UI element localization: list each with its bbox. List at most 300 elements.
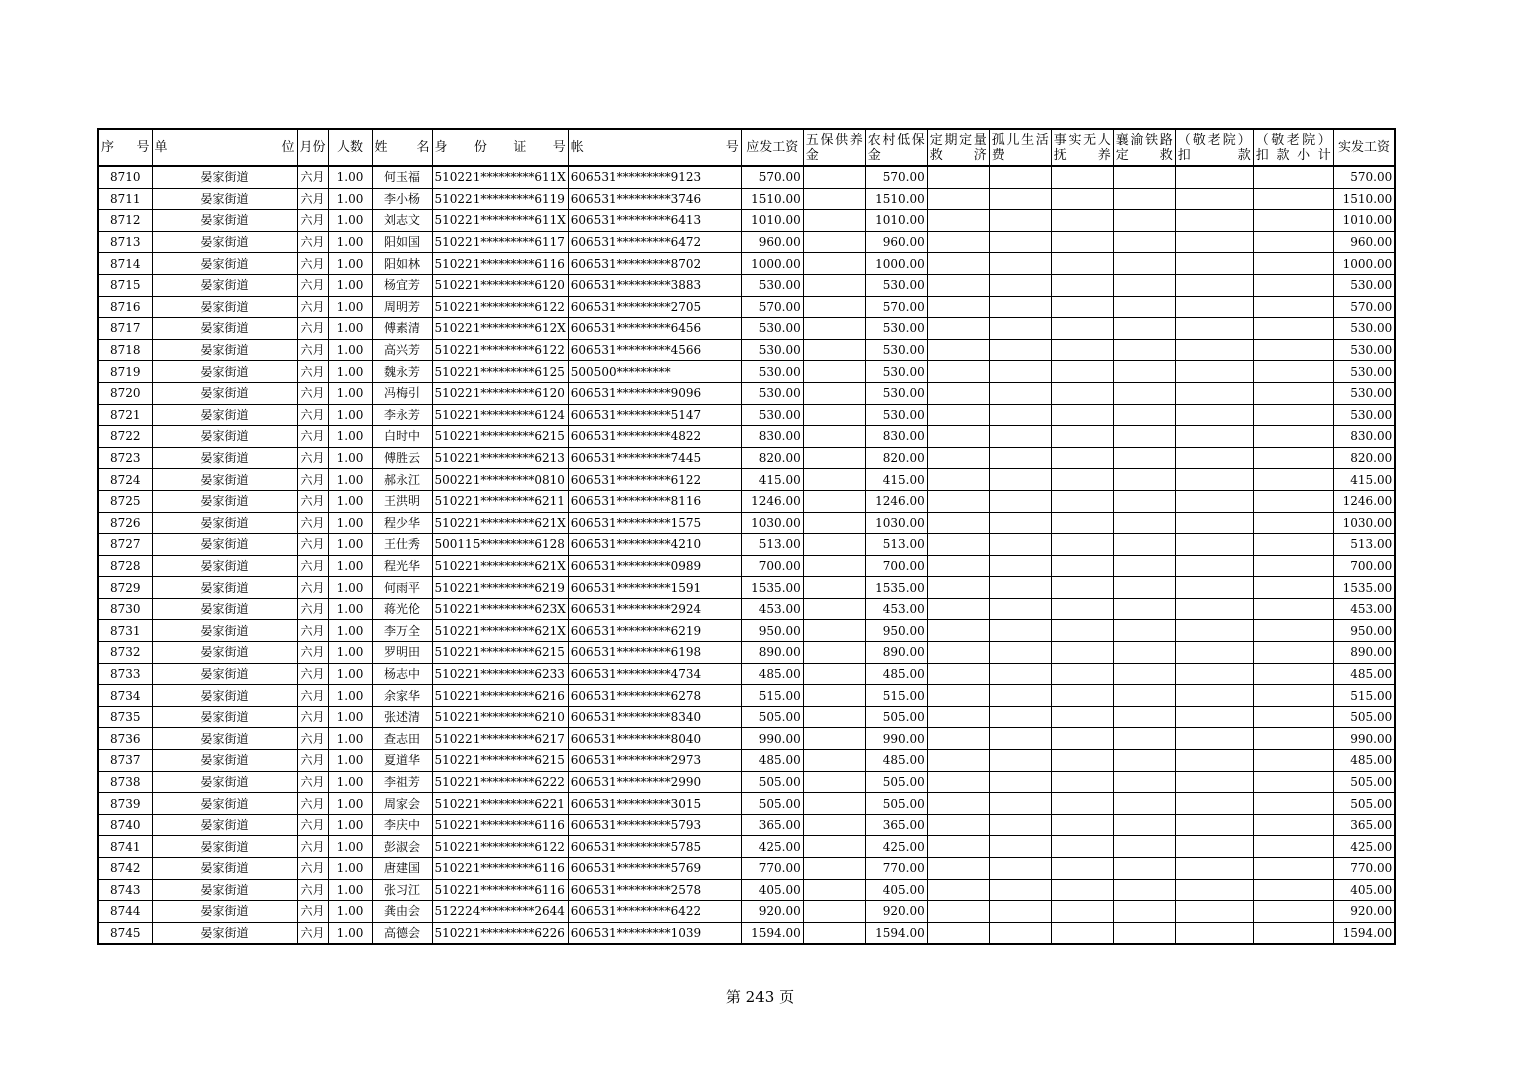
col-header-gross: 应发工资 xyxy=(741,129,803,166)
cell-dibao: 570.00 xyxy=(865,166,927,188)
cell-name: 程少华 xyxy=(372,512,432,534)
cell-dibao: 485.00 xyxy=(865,750,927,772)
cell-jlyk xyxy=(1175,577,1253,599)
cell-unit: 晏家街道 xyxy=(152,642,297,664)
cell-month: 六月 xyxy=(297,469,328,491)
cell-shishi xyxy=(1051,901,1113,923)
cell-net: 453.00 xyxy=(1333,598,1395,620)
cell-xiangyu xyxy=(1113,836,1175,858)
cell-wubao xyxy=(803,706,865,728)
cell-xiangyu xyxy=(1113,771,1175,793)
cell-jlyk xyxy=(1175,771,1253,793)
cell-account: 606531*********2924 xyxy=(568,598,741,620)
cell-month: 六月 xyxy=(297,642,328,664)
cell-net: 365.00 xyxy=(1333,814,1395,836)
cell-dingliang xyxy=(927,728,989,750)
cell-unit: 晏家街道 xyxy=(152,858,297,880)
cell-count: 1.00 xyxy=(328,663,372,685)
cell-count: 1.00 xyxy=(328,166,372,188)
cell-dibao: 405.00 xyxy=(865,879,927,901)
cell-xiangyu xyxy=(1113,210,1175,232)
cell-gross: 820.00 xyxy=(741,447,803,469)
cell-jlyxj xyxy=(1253,166,1333,188)
cell-count: 1.00 xyxy=(328,188,372,210)
cell-seq: 8743 xyxy=(98,879,152,901)
cell-month: 六月 xyxy=(297,274,328,296)
cell-xiangyu xyxy=(1113,382,1175,404)
cell-wubao xyxy=(803,490,865,512)
cell-net: 700.00 xyxy=(1333,555,1395,577)
cell-account: 606531*********6472 xyxy=(568,231,741,253)
cell-id: 510221*********611X xyxy=(432,210,568,232)
cell-wubao xyxy=(803,274,865,296)
cell-wubao xyxy=(803,685,865,707)
cell-gross: 890.00 xyxy=(741,642,803,664)
cell-guer xyxy=(989,361,1051,383)
cell-gross: 1030.00 xyxy=(741,512,803,534)
cell-seq: 8745 xyxy=(98,922,152,944)
cell-seq: 8732 xyxy=(98,642,152,664)
cell-name: 杨宜芳 xyxy=(372,274,432,296)
cell-jlyk xyxy=(1175,879,1253,901)
cell-dibao: 820.00 xyxy=(865,447,927,469)
cell-guer xyxy=(989,685,1051,707)
cell-month: 六月 xyxy=(297,598,328,620)
cell-shishi xyxy=(1051,296,1113,318)
cell-net: 425.00 xyxy=(1333,836,1395,858)
cell-jlyk xyxy=(1175,361,1253,383)
cell-count: 1.00 xyxy=(328,793,372,815)
cell-month: 六月 xyxy=(297,901,328,923)
cell-seq: 8738 xyxy=(98,771,152,793)
cell-account: 606531*********3015 xyxy=(568,793,741,815)
cell-dibao: 1010.00 xyxy=(865,210,927,232)
cell-jlyxj xyxy=(1253,922,1333,944)
cell-unit: 晏家街道 xyxy=(152,685,297,707)
cell-unit: 晏家街道 xyxy=(152,253,297,275)
cell-account: 606531*********8116 xyxy=(568,490,741,512)
cell-month: 六月 xyxy=(297,512,328,534)
cell-net: 415.00 xyxy=(1333,469,1395,491)
cell-gross: 1010.00 xyxy=(741,210,803,232)
cell-count: 1.00 xyxy=(328,404,372,426)
cell-xiangyu xyxy=(1113,793,1175,815)
cell-dingliang xyxy=(927,706,989,728)
cell-jlyk xyxy=(1175,620,1253,642)
cell-id: 510221*********6117 xyxy=(432,231,568,253)
cell-id: 510221*********6226 xyxy=(432,922,568,944)
cell-id: 510221*********6233 xyxy=(432,663,568,685)
cell-month: 六月 xyxy=(297,339,328,361)
cell-jlyxj xyxy=(1253,447,1333,469)
cell-jlyk xyxy=(1175,318,1253,340)
cell-name: 张述清 xyxy=(372,706,432,728)
cell-dingliang xyxy=(927,447,989,469)
cell-jlyk xyxy=(1175,836,1253,858)
cell-unit: 晏家街道 xyxy=(152,922,297,944)
cell-seq: 8713 xyxy=(98,231,152,253)
cell-guer xyxy=(989,642,1051,664)
cell-count: 1.00 xyxy=(328,922,372,944)
cell-unit: 晏家街道 xyxy=(152,166,297,188)
cell-shishi xyxy=(1051,836,1113,858)
table-row xyxy=(98,577,1395,599)
table-row xyxy=(98,836,1395,858)
cell-id: 510221*********6119 xyxy=(432,188,568,210)
col-header-guer: 孤儿生活费 xyxy=(989,129,1051,166)
cell-seq: 8730 xyxy=(98,598,152,620)
table-row xyxy=(98,901,1395,923)
cell-net: 505.00 xyxy=(1333,706,1395,728)
cell-dibao: 1000.00 xyxy=(865,253,927,275)
cell-unit: 晏家街道 xyxy=(152,555,297,577)
cell-dingliang xyxy=(927,814,989,836)
cell-month: 六月 xyxy=(297,188,328,210)
cell-name: 夏道华 xyxy=(372,750,432,772)
table-row xyxy=(98,318,1395,340)
cell-jlyk xyxy=(1175,469,1253,491)
cell-jlyxj xyxy=(1253,598,1333,620)
cell-unit: 晏家街道 xyxy=(152,274,297,296)
table-row xyxy=(98,771,1395,793)
cell-count: 1.00 xyxy=(328,771,372,793)
cell-name: 冯梅引 xyxy=(372,382,432,404)
cell-guer xyxy=(989,706,1051,728)
cell-jlyxj xyxy=(1253,382,1333,404)
cell-name: 何雨平 xyxy=(372,577,432,599)
cell-xiangyu xyxy=(1113,361,1175,383)
cell-net: 1594.00 xyxy=(1333,922,1395,944)
cell-guer xyxy=(989,318,1051,340)
cell-count: 1.00 xyxy=(328,836,372,858)
cell-id: 510221*********6116 xyxy=(432,814,568,836)
cell-account: 606531*********5785 xyxy=(568,836,741,858)
cell-wubao xyxy=(803,771,865,793)
cell-name: 王洪明 xyxy=(372,490,432,512)
cell-unit: 晏家街道 xyxy=(152,577,297,599)
cell-wubao xyxy=(803,382,865,404)
cell-name: 傅胜云 xyxy=(372,447,432,469)
table-row xyxy=(98,793,1395,815)
cell-id: 510221*********6125 xyxy=(432,361,568,383)
cell-seq: 8728 xyxy=(98,555,152,577)
cell-dingliang xyxy=(927,642,989,664)
cell-guer xyxy=(989,555,1051,577)
cell-dibao: 453.00 xyxy=(865,598,927,620)
cell-net: 405.00 xyxy=(1333,879,1395,901)
cell-dibao: 960.00 xyxy=(865,231,927,253)
cell-dibao: 890.00 xyxy=(865,642,927,664)
cell-seq: 8722 xyxy=(98,426,152,448)
cell-jlyk xyxy=(1175,382,1253,404)
cell-seq: 8721 xyxy=(98,404,152,426)
cell-account: 606531*********1575 xyxy=(568,512,741,534)
cell-account: 606531*********2578 xyxy=(568,879,741,901)
cell-id: 510221*********6222 xyxy=(432,771,568,793)
cell-jlyk xyxy=(1175,166,1253,188)
col-header-account: 帐 号 xyxy=(568,129,741,166)
cell-gross: 530.00 xyxy=(741,274,803,296)
cell-xiangyu xyxy=(1113,404,1175,426)
cell-month: 六月 xyxy=(297,922,328,944)
cell-unit: 晏家街道 xyxy=(152,296,297,318)
cell-net: 505.00 xyxy=(1333,771,1395,793)
cell-jlyk xyxy=(1175,555,1253,577)
cell-dibao: 1594.00 xyxy=(865,922,927,944)
cell-guer xyxy=(989,490,1051,512)
cell-wubao xyxy=(803,814,865,836)
cell-month: 六月 xyxy=(297,879,328,901)
cell-id: 500221*********0810 xyxy=(432,469,568,491)
cell-unit: 晏家街道 xyxy=(152,728,297,750)
cell-name: 傅素清 xyxy=(372,318,432,340)
table-row xyxy=(98,382,1395,404)
cell-unit: 晏家街道 xyxy=(152,598,297,620)
cell-count: 1.00 xyxy=(328,879,372,901)
cell-id: 510221*********6116 xyxy=(432,879,568,901)
cell-xiangyu xyxy=(1113,750,1175,772)
cell-jlyk xyxy=(1175,253,1253,275)
cell-dingliang xyxy=(927,188,989,210)
cell-seq: 8744 xyxy=(98,901,152,923)
table-row xyxy=(98,469,1395,491)
cell-name: 李永芳 xyxy=(372,404,432,426)
cell-count: 1.00 xyxy=(328,361,372,383)
cell-month: 六月 xyxy=(297,296,328,318)
cell-seq: 8714 xyxy=(98,253,152,275)
cell-count: 1.00 xyxy=(328,512,372,534)
cell-shishi xyxy=(1051,231,1113,253)
cell-gross: 505.00 xyxy=(741,771,803,793)
cell-name: 何玉福 xyxy=(372,166,432,188)
table-row xyxy=(98,426,1395,448)
table-row xyxy=(98,534,1395,556)
cell-seq: 8739 xyxy=(98,793,152,815)
cell-net: 920.00 xyxy=(1333,901,1395,923)
cell-xiangyu xyxy=(1113,706,1175,728)
cell-id: 510221*********6120 xyxy=(432,274,568,296)
cell-shishi xyxy=(1051,793,1113,815)
cell-jlyk xyxy=(1175,490,1253,512)
cell-unit: 晏家街道 xyxy=(152,512,297,534)
cell-xiangyu xyxy=(1113,274,1175,296)
cell-count: 1.00 xyxy=(328,858,372,880)
cell-account: 606531*********8040 xyxy=(568,728,741,750)
cell-dingliang xyxy=(927,620,989,642)
cell-gross: 920.00 xyxy=(741,901,803,923)
cell-guer xyxy=(989,404,1051,426)
cell-seq: 8720 xyxy=(98,382,152,404)
cell-dingliang xyxy=(927,210,989,232)
cell-shishi xyxy=(1051,361,1113,383)
cell-month: 六月 xyxy=(297,361,328,383)
col-header-dingliang: 定期定量救济 xyxy=(927,129,989,166)
cell-net: 1030.00 xyxy=(1333,512,1395,534)
cell-guer xyxy=(989,382,1051,404)
cell-wubao xyxy=(803,750,865,772)
cell-account: 606531*********6278 xyxy=(568,685,741,707)
cell-gross: 515.00 xyxy=(741,685,803,707)
cell-dibao: 920.00 xyxy=(865,901,927,923)
cell-jlyk xyxy=(1175,814,1253,836)
cell-count: 1.00 xyxy=(328,555,372,577)
cell-shishi xyxy=(1051,642,1113,664)
table-row xyxy=(98,858,1395,880)
cell-name: 李祖芳 xyxy=(372,771,432,793)
cell-xiangyu xyxy=(1113,469,1175,491)
cell-shishi xyxy=(1051,318,1113,340)
cell-unit: 晏家街道 xyxy=(152,814,297,836)
col-header-net: 实发工资 xyxy=(1333,129,1395,166)
cell-seq: 8725 xyxy=(98,490,152,512)
cell-gross: 505.00 xyxy=(741,706,803,728)
cell-jlyxj xyxy=(1253,490,1333,512)
cell-net: 990.00 xyxy=(1333,728,1395,750)
cell-dingliang xyxy=(927,793,989,815)
cell-dingliang xyxy=(927,253,989,275)
cell-xiangyu xyxy=(1113,642,1175,664)
cell-seq: 8740 xyxy=(98,814,152,836)
cell-net: 1535.00 xyxy=(1333,577,1395,599)
cell-account: 606531*********6422 xyxy=(568,901,741,923)
col-header-dibao: 农村低保金 xyxy=(865,129,927,166)
cell-id: 510221*********6210 xyxy=(432,706,568,728)
cell-guer xyxy=(989,577,1051,599)
cell-name: 唐建国 xyxy=(372,858,432,880)
cell-dingliang xyxy=(927,382,989,404)
cell-jlyk xyxy=(1175,750,1253,772)
cell-jlyk xyxy=(1175,598,1253,620)
table-row xyxy=(98,447,1395,469)
cell-id: 510221*********621X xyxy=(432,555,568,577)
cell-name: 周明芳 xyxy=(372,296,432,318)
cell-unit: 晏家街道 xyxy=(152,361,297,383)
cell-shishi xyxy=(1051,555,1113,577)
cell-wubao xyxy=(803,534,865,556)
table-row xyxy=(98,598,1395,620)
col-header-xiangyu: 襄渝铁路定救 xyxy=(1113,129,1175,166)
cell-name: 蒋光伦 xyxy=(372,598,432,620)
cell-guer xyxy=(989,274,1051,296)
cell-id: 510221*********611X xyxy=(432,166,568,188)
cell-unit: 晏家街道 xyxy=(152,382,297,404)
cell-jlyxj xyxy=(1253,642,1333,664)
cell-month: 六月 xyxy=(297,534,328,556)
cell-account: 606531*********2990 xyxy=(568,771,741,793)
cell-dibao: 365.00 xyxy=(865,814,927,836)
cell-count: 1.00 xyxy=(328,901,372,923)
cell-jlyk xyxy=(1175,210,1253,232)
cell-xiangyu xyxy=(1113,253,1175,275)
table-row xyxy=(98,685,1395,707)
cell-gross: 365.00 xyxy=(741,814,803,836)
cell-unit: 晏家街道 xyxy=(152,620,297,642)
cell-guer xyxy=(989,296,1051,318)
cell-guer xyxy=(989,879,1051,901)
cell-gross: 530.00 xyxy=(741,361,803,383)
cell-shishi xyxy=(1051,166,1113,188)
cell-xiangyu xyxy=(1113,620,1175,642)
cell-seq: 8724 xyxy=(98,469,152,491)
cell-guer xyxy=(989,793,1051,815)
cell-dingliang xyxy=(927,555,989,577)
cell-jlyxj xyxy=(1253,188,1333,210)
cell-shishi xyxy=(1051,210,1113,232)
cell-seq: 8712 xyxy=(98,210,152,232)
cell-month: 六月 xyxy=(297,728,328,750)
cell-dingliang xyxy=(927,663,989,685)
cell-count: 1.00 xyxy=(328,382,372,404)
cell-unit: 晏家街道 xyxy=(152,231,297,253)
cell-count: 1.00 xyxy=(328,620,372,642)
cell-xiangyu xyxy=(1113,598,1175,620)
cell-jlyk xyxy=(1175,793,1253,815)
cell-count: 1.00 xyxy=(328,706,372,728)
cell-id: 510221*********6217 xyxy=(432,728,568,750)
table-row xyxy=(98,166,1395,188)
cell-jlyxj xyxy=(1253,663,1333,685)
table-row xyxy=(98,922,1395,944)
cell-count: 1.00 xyxy=(328,642,372,664)
cell-month: 六月 xyxy=(297,404,328,426)
cell-dingliang xyxy=(927,922,989,944)
cell-shishi xyxy=(1051,922,1113,944)
cell-account: 606531*********8340 xyxy=(568,706,741,728)
cell-unit: 晏家街道 xyxy=(152,490,297,512)
cell-id: 510221*********6116 xyxy=(432,858,568,880)
cell-xiangyu xyxy=(1113,663,1175,685)
cell-unit: 晏家街道 xyxy=(152,188,297,210)
cell-account: 606531*********5769 xyxy=(568,858,741,880)
cell-name: 王仕秀 xyxy=(372,534,432,556)
cell-name: 程光华 xyxy=(372,555,432,577)
cell-month: 六月 xyxy=(297,771,328,793)
cell-wubao xyxy=(803,577,865,599)
cell-month: 六月 xyxy=(297,793,328,815)
cell-jlyxj xyxy=(1253,296,1333,318)
cell-dingliang xyxy=(927,361,989,383)
cell-jlyxj xyxy=(1253,814,1333,836)
cell-seq: 8742 xyxy=(98,858,152,880)
cell-gross: 570.00 xyxy=(741,296,803,318)
cell-net: 570.00 xyxy=(1333,296,1395,318)
cell-month: 六月 xyxy=(297,577,328,599)
cell-count: 1.00 xyxy=(328,534,372,556)
cell-seq: 8715 xyxy=(98,274,152,296)
cell-account: 606531*********9096 xyxy=(568,382,741,404)
cell-jlyxj xyxy=(1253,706,1333,728)
cell-xiangyu xyxy=(1113,901,1175,923)
cell-xiangyu xyxy=(1113,296,1175,318)
cell-net: 820.00 xyxy=(1333,447,1395,469)
cell-guer xyxy=(989,426,1051,448)
cell-xiangyu xyxy=(1113,512,1175,534)
table-row xyxy=(98,490,1395,512)
table-row xyxy=(98,620,1395,642)
cell-jlyk xyxy=(1175,188,1253,210)
cell-xiangyu xyxy=(1113,231,1175,253)
cell-jlyk xyxy=(1175,339,1253,361)
cell-unit: 晏家街道 xyxy=(152,318,297,340)
cell-net: 570.00 xyxy=(1333,166,1395,188)
col-header-jly-kk: （敬老院）扣款 xyxy=(1175,129,1253,166)
table-row xyxy=(98,296,1395,318)
cell-name: 查志田 xyxy=(372,728,432,750)
cell-unit: 晏家街道 xyxy=(152,771,297,793)
cell-guer xyxy=(989,166,1051,188)
cell-name: 罗明田 xyxy=(372,642,432,664)
cell-dibao: 515.00 xyxy=(865,685,927,707)
